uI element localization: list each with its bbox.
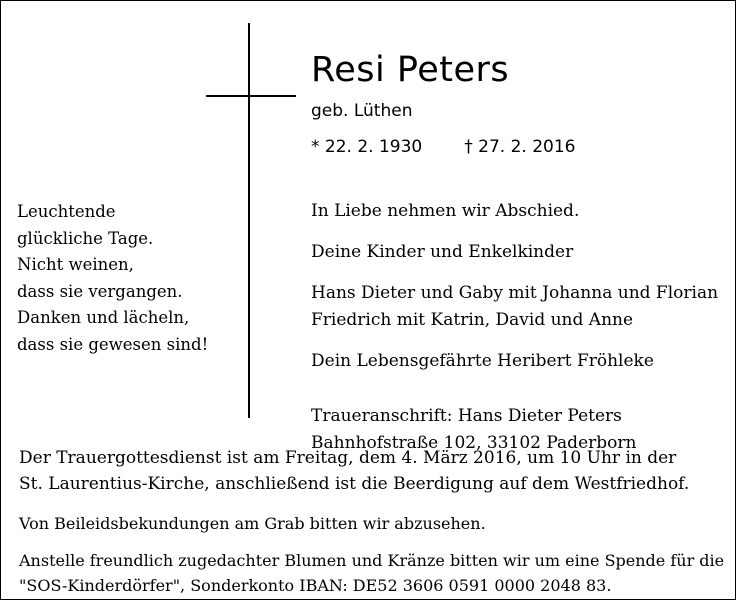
memorial-poem — [17, 199, 207, 358]
deceased-name: Resi Peters — [311, 50, 510, 90]
family-line: Deine Kinder und Enkelkinder — [311, 242, 574, 262]
condolences-note: Von Beileidsbekundungen am Grab bitten wir abzusehen. — [19, 514, 486, 533]
farewell-message — [311, 199, 726, 472]
poem-line: dass sie vergangen. — [17, 281, 183, 301]
poem-line: dass sie gewesen sind! — [17, 334, 209, 354]
funeral-service-info — [19, 445, 719, 497]
birth-date: * 22. 2. 1930 — [311, 137, 423, 157]
life-dates — [311, 135, 721, 159]
cross-vertical-bar — [248, 23, 250, 418]
donation-line: "SOS-Kinderdörfer", Sonderkonto IBAN: DE52 3606 0591 0000 2048 83. — [19, 576, 612, 595]
mourning-address-line: Bahnhofstraße 102, 33102 Paderborn — [311, 433, 637, 453]
relatives-line: Hans Dieter und Gaby mit Johanna und Florian — [311, 283, 719, 303]
death-date: † 27. 2. 2016 — [464, 137, 576, 157]
poem-line: Leuchtende — [17, 202, 116, 221]
partner-line: Dein Lebensgefährte Heribert Fröhleke — [311, 351, 654, 371]
poem-line: Danken und lächeln, — [17, 308, 190, 327]
cross-horizontal-bar — [206, 95, 296, 97]
maiden-name: geb. Lüthen — [311, 101, 413, 121]
donation-request — [19, 548, 725, 598]
poem-line: Nicht weinen, — [17, 255, 134, 274]
service-line: Der Trauergottesdienst ist am Freitag, dem 4. März 2016, um 10 Uhr in der — [19, 448, 677, 468]
cross-icon — [206, 23, 296, 423]
name-block — [311, 49, 721, 159]
farewell-text: In Liebe nehmen wir Abschied. — [311, 201, 580, 221]
service-details — [19, 445, 725, 598]
mourning-address-label: Traueranschrift: Hans Dieter Peters — [311, 406, 622, 426]
donation-line: Anstelle freundlich zugedachter Blumen und Kränze bitten wir um eine Spende für die — [19, 551, 725, 570]
service-line: St. Laurentius-Kirche, anschließend ist die Beerdigung auf dem Westfriedhof. — [19, 474, 690, 494]
poem-line: glückliche Tage. — [17, 228, 154, 248]
relatives-line: Friedrich mit Katrin, David und Anne — [311, 310, 634, 330]
